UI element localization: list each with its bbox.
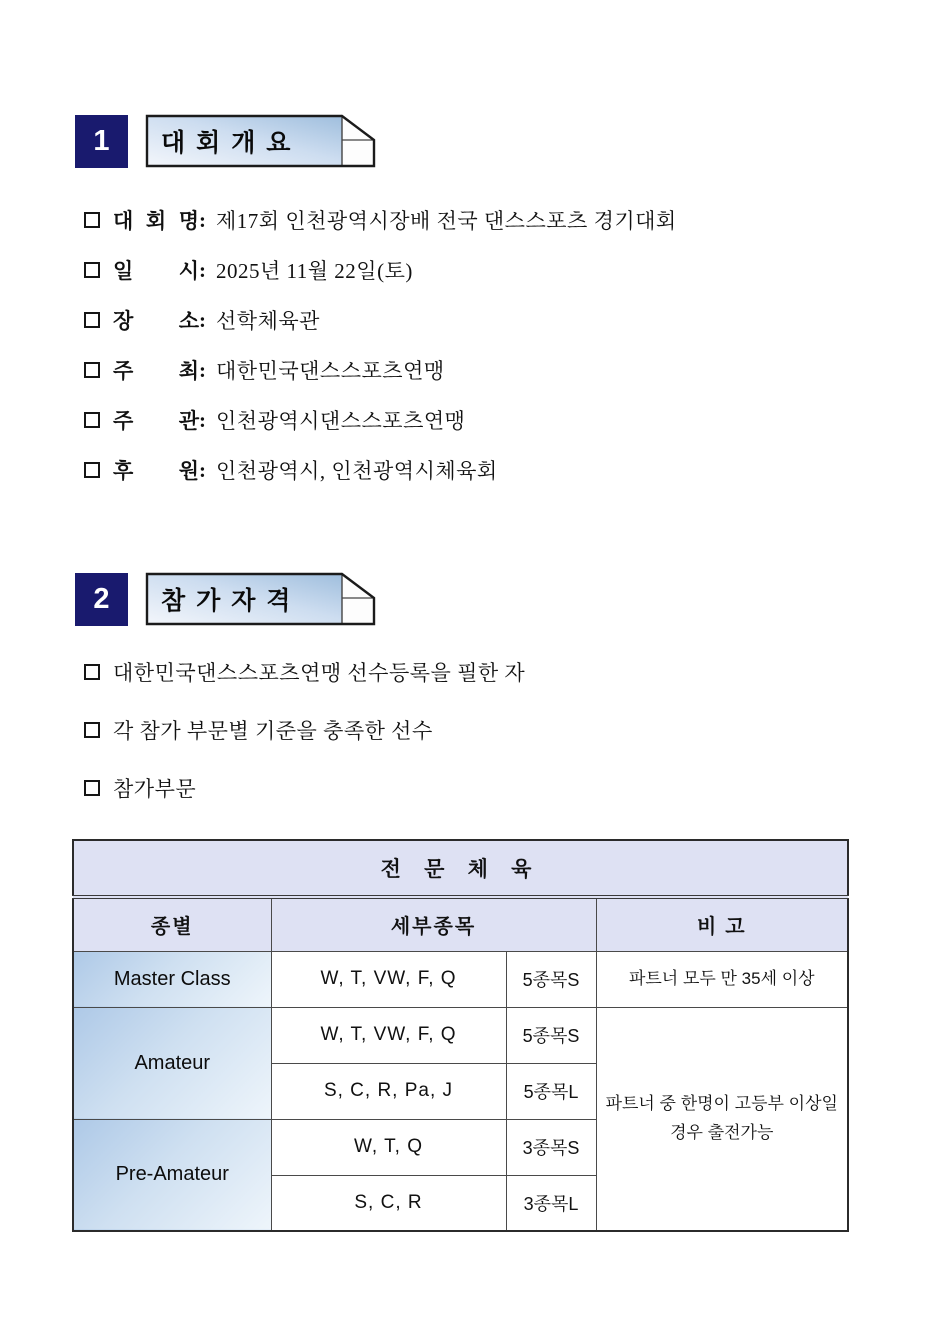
item-value: 대한민국댄스스포츠연맹 [216, 359, 445, 383]
colon: : [199, 407, 206, 432]
note-cell-master: 파트너 모두 만 35세 이상 [596, 951, 848, 1007]
code-cell: 3종목S [506, 1119, 596, 1175]
checkbox-icon [84, 722, 100, 738]
checkbox-icon [84, 462, 100, 478]
overview-item-event-name [84, 195, 950, 245]
section-2-number-badge: 2 [75, 573, 128, 626]
overview-item-date [84, 245, 950, 295]
checkbox-icon [84, 362, 100, 378]
participation-table [72, 839, 849, 1232]
colon: : [199, 307, 206, 332]
section-2-title: 참 가 자 격 [161, 587, 293, 615]
dances-cell: W, T, VW, F, Q [271, 1007, 506, 1063]
item-label: 일 시 [113, 259, 199, 283]
dances-cell: S, C, R, Pa, J [271, 1063, 506, 1119]
item-label: 대 회 명 [113, 209, 199, 233]
dances-cell: W, T, Q [271, 1119, 506, 1175]
colon: : [199, 457, 206, 482]
col-header-detail: 세부종목 [271, 897, 596, 951]
qualification-item [84, 643, 950, 701]
section-1-title-ribbon [145, 113, 377, 169]
item-text: 참가부문 [113, 777, 197, 801]
class-cell-pre-amateur: Pre-Amateur [73, 1119, 271, 1231]
item-value: 인천광역시, 인천광역시체육회 [216, 459, 498, 483]
checkbox-icon [84, 780, 100, 796]
dances-cell: S, C, R [271, 1175, 506, 1231]
section-1-title: 대 회 개 요 [161, 129, 293, 157]
item-text: 각 참가 부문별 기준을 충족한 선수 [113, 719, 433, 743]
qualification-item [84, 759, 950, 817]
item-value: 선학체육관 [216, 309, 320, 333]
col-header-note: 비 고 [596, 897, 848, 951]
class-cell-master: Master Class [73, 951, 271, 1007]
dances-cell: W, T, VW, F, Q [271, 951, 506, 1007]
colon: : [199, 357, 206, 382]
code-cell: 3종목L [506, 1175, 596, 1231]
col-header-class: 종별 [73, 897, 271, 951]
code-cell: 5종목S [506, 1007, 596, 1063]
item-text: 대한민국댄스스포츠연맹 선수등록을 필한 자 [113, 661, 526, 685]
colon: : [199, 257, 206, 282]
section-1-number-badge: 1 [75, 115, 128, 168]
class-cell-amateur: Amateur [73, 1007, 271, 1119]
table-row [73, 951, 848, 1007]
item-value: 인천광역시댄스스포츠연맹 [216, 409, 466, 433]
code-cell: 5종목S [506, 951, 596, 1007]
item-value: 2025년 11월 22일(토) [216, 259, 413, 283]
code-cell: 5종목L [506, 1063, 596, 1119]
qualification-item [84, 701, 950, 759]
item-label: 장 소 [113, 309, 199, 333]
note-cell-shared: 파트너 중 한명이 고등부 이상일 경우 출전가능 [596, 1007, 848, 1231]
item-label: 주 관 [113, 409, 199, 433]
overview-item-sponsor [84, 445, 950, 495]
checkbox-icon [84, 312, 100, 328]
colon: : [199, 207, 206, 232]
overview-list [84, 195, 950, 495]
table-row [73, 1007, 848, 1063]
section-1-header [75, 113, 950, 169]
item-value: 제17회 인천광역시장배 전국 댄스스포츠 경기대회 [216, 209, 677, 233]
qualification-list [84, 643, 950, 817]
overview-item-organizer [84, 395, 950, 445]
checkbox-icon [84, 664, 100, 680]
overview-item-host [84, 345, 950, 395]
item-label: 주 최 [113, 359, 199, 383]
checkbox-icon [84, 412, 100, 428]
table-title: 전 문 체 육 [73, 840, 848, 897]
item-label: 후 원 [113, 459, 199, 483]
checkbox-icon [84, 212, 100, 228]
overview-item-venue [84, 295, 950, 345]
checkbox-icon [84, 262, 100, 278]
section-2-header [75, 571, 950, 627]
section-2-title-ribbon [145, 571, 377, 627]
